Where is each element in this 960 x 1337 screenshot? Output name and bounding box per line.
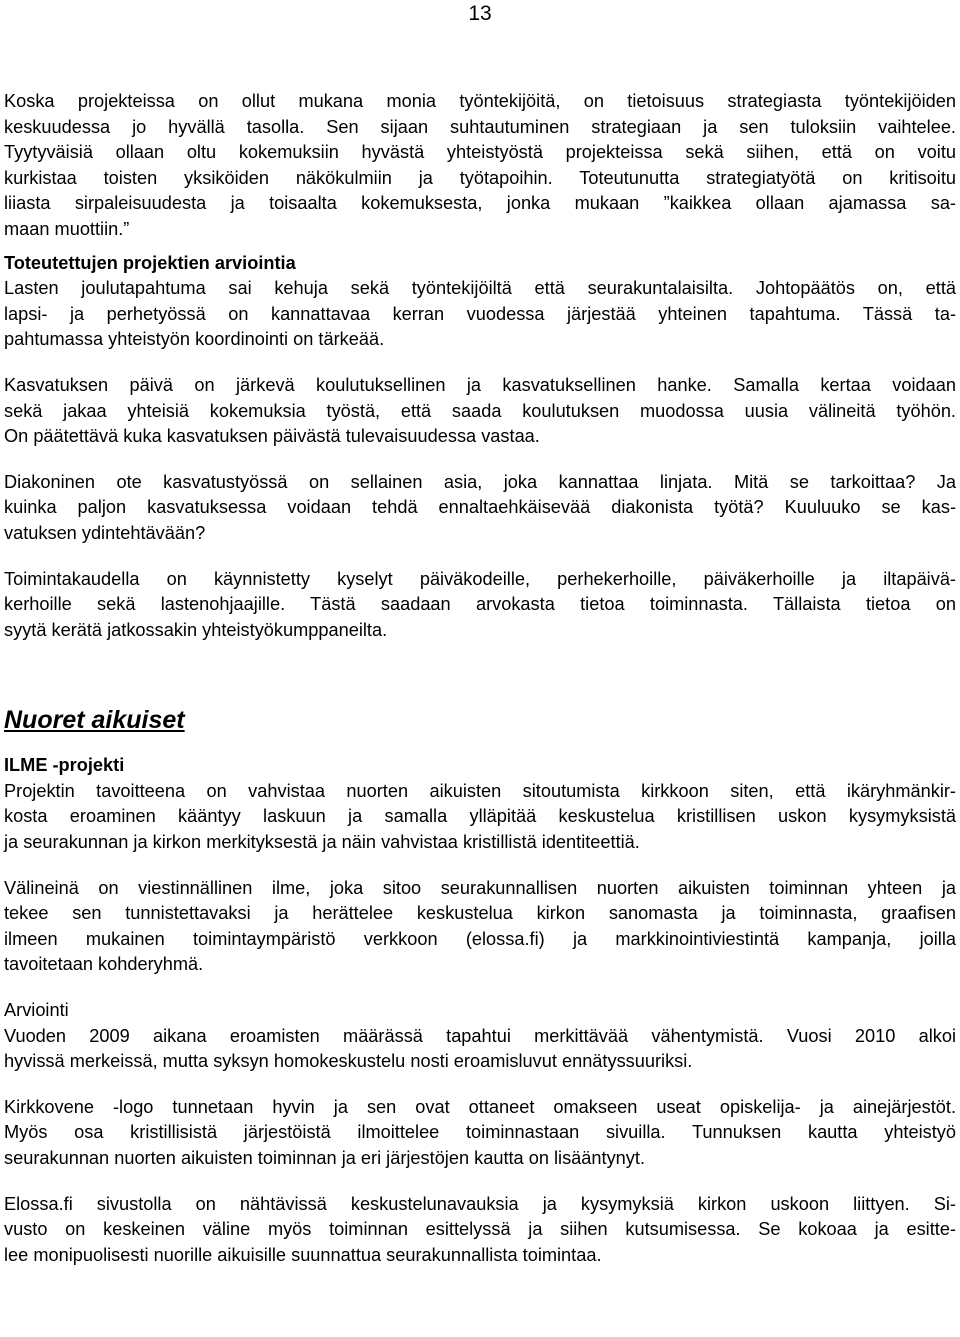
- page-content: [4, 89, 956, 1268]
- paragraph-christmas-event: [4, 276, 956, 353]
- text-line: Elossa.fi sivustolla on nähtävissä keskustelunavauksia ja kysymyksiä kirkon uskoon liittyen. Si-: [4, 1193, 956, 1214]
- text-line: Välineinä on viestinnällinen ilme, joka sitoo seurakunnallisen nuorten aikuisten toiminnan yhteen ja: [4, 877, 956, 898]
- heading-ilme-project: ILME -projekti: [4, 755, 125, 776]
- text-line: tavoitetaan kohderyhmä.: [4, 954, 204, 975]
- text-line: kosta eroaminen kääntyy laskuun ja samalla ylläpitää keskustelua kristillisen uskon kysymyksistä: [4, 806, 956, 827]
- paragraph-project-goal: [4, 779, 956, 856]
- text-line: vatuksen ydintehtävään?: [4, 522, 206, 543]
- text-line: Vuoden 2009 aikana eroamisten määrässä tapahtui merkittävää vähentymistä. Vuosi 2010 alkoi: [4, 1025, 956, 1046]
- paragraph-surveys: [4, 567, 956, 644]
- text-line: ilmeen mukainen toimintaympäristö verkkoon (elossa.fi) ja markkinointiviestintä kampanja, joilla: [4, 928, 956, 949]
- paragraph-strategy-awareness: [4, 89, 956, 243]
- text-line: Myös osa kristillisistä järjestöistä ilmoittelee toiminnastaan sivuilla. Tunnuksen kautta yhteistyö: [4, 1122, 956, 1143]
- text-line: Kirkkovene -logo tunnetaan hyvin ja sen ovat ottaneet omakseen useat opiskelija- ja ainejärjestöt.: [4, 1096, 956, 1117]
- paragraph-means: [4, 876, 956, 978]
- text-line: maan muottiin.”: [4, 218, 130, 239]
- text-line: tekee sen tunnistettavaksi ja herättelee keskustelua kirkon sanomasta ja toiminnasta, graafisen: [4, 903, 956, 924]
- text-line: vusto on keskeinen väline myös toiminnan esittelyssä ja siihen kutsumisessa. Se kokoaa ja esitte-: [4, 1219, 956, 1240]
- text-line: Diakoninen ote kasvatustyössä on sellainen asia, joka kannattaa linjata. Mitä se tarkoittaa? Ja: [4, 471, 956, 492]
- text-line: kerhoille sekä lastenohjaajille. Tästä saadaan arvokasta tietoa toiminnasta. Tällaista tietoa on: [4, 594, 956, 615]
- page-number: 13: [468, 2, 492, 25]
- paragraph-resignations: [4, 1024, 956, 1075]
- text-line: kurkistaa toisten yksiköiden näkökulmiin ja työtapoihin. Toteutunutta strategiatyötä on kritisoitu: [4, 167, 956, 188]
- text-line: lee monipuolisesti nuorille aikuisille suunnattua seurakunnallista toimintaa.: [4, 1244, 602, 1265]
- paragraph-logo: [4, 1095, 956, 1172]
- text-line: syytä kerätä jatkossakin yhteistyökumppaneilta.: [4, 619, 388, 640]
- text-line: sekä jakaa yhteisiä kokemuksia työstä, että saada koulutuksen muodossa uusia välineitä työhön.: [4, 400, 956, 421]
- text-line: Tyytyväisiä ollaan oltu kokemuksiin hyvästä yhteistyöstä projekteissa sekä siihen, että on voitu: [4, 142, 956, 163]
- paragraph-website: [4, 1192, 956, 1269]
- text-line: Toimintakaudella on käynnistetty kyselyt päiväkodeille, perhekerhoille, päiväkerhoille ja iltapäivä-: [4, 568, 956, 589]
- text-line: ja seurakunnan ja kirkon merkityksestä ja näin vahvistaa kristillistä identiteettiä.: [4, 832, 640, 853]
- text-line: lapsi- ja perhetyössä on kannattavaa kerran vuodessa järjestää yhteinen tapahtuma. Tässä ta-: [4, 303, 956, 324]
- text-line: On päätettävä kuka kasvatuksen päivästä tulevaisuudessa vastaa.: [4, 426, 540, 447]
- text-line: kuinka paljon kasvatuksessa voidaan tehdä ennaltaehkäisevää diakonista työtä? Kuuluuko se kas-: [4, 497, 956, 518]
- paragraph-education-day: [4, 373, 956, 450]
- text-line: Koska projekteissa on ollut mukana monia työntekijöitä, on tietoisuus strategiasta työntekijöiden: [4, 91, 956, 111]
- heading-arviointi: Arviointi: [4, 1000, 69, 1021]
- text-line: Lasten joulutapahtuma sai kehuja sekä työntekijöiltä että seurakuntalaisilta. Johtopäätös on, että: [4, 278, 956, 299]
- text-line: pahtumassa yhteistyön koordinointi on tärkeää.: [4, 329, 385, 350]
- paragraph-diaconal-approach: [4, 470, 956, 547]
- text-line: keskuudessa jo hyvällä tasolla. Sen sijaan suhtautuminen strategiaan ja sen tuloksiin vaihtelee.: [4, 116, 956, 137]
- text-line: liiasta sirpaleisuudesta ja toisaalta kokemuksesta, jonka mukaan ”kaikkea ollaan ajamassa sa-: [4, 193, 956, 214]
- section-title-young-adults: Nuoret aikuiset: [4, 706, 185, 735]
- heading-project-evaluation: Toteutettujen projektien arviointia: [4, 252, 296, 273]
- text-line: Projektin tavoitteena on vahvistaa nuorten aikuisten sitoutumista kirkkoon siten, että ikäryhmänkir-: [4, 780, 956, 801]
- text-line: hyvissä merkeissä, mutta syksyn homokeskustelu nosti eroamisluvut ennätyssuuriksi.: [4, 1051, 693, 1072]
- text-line: Kasvatuksen päivä on järkevä koulutuksellinen ja kasvatuksellinen hanke. Samalla kertaa voidaan: [4, 374, 956, 395]
- text-line: seurakunnan nuorten aikuisten toiminnan ja eri järjestöjen kautta on lisääntynyt.: [4, 1148, 645, 1168]
